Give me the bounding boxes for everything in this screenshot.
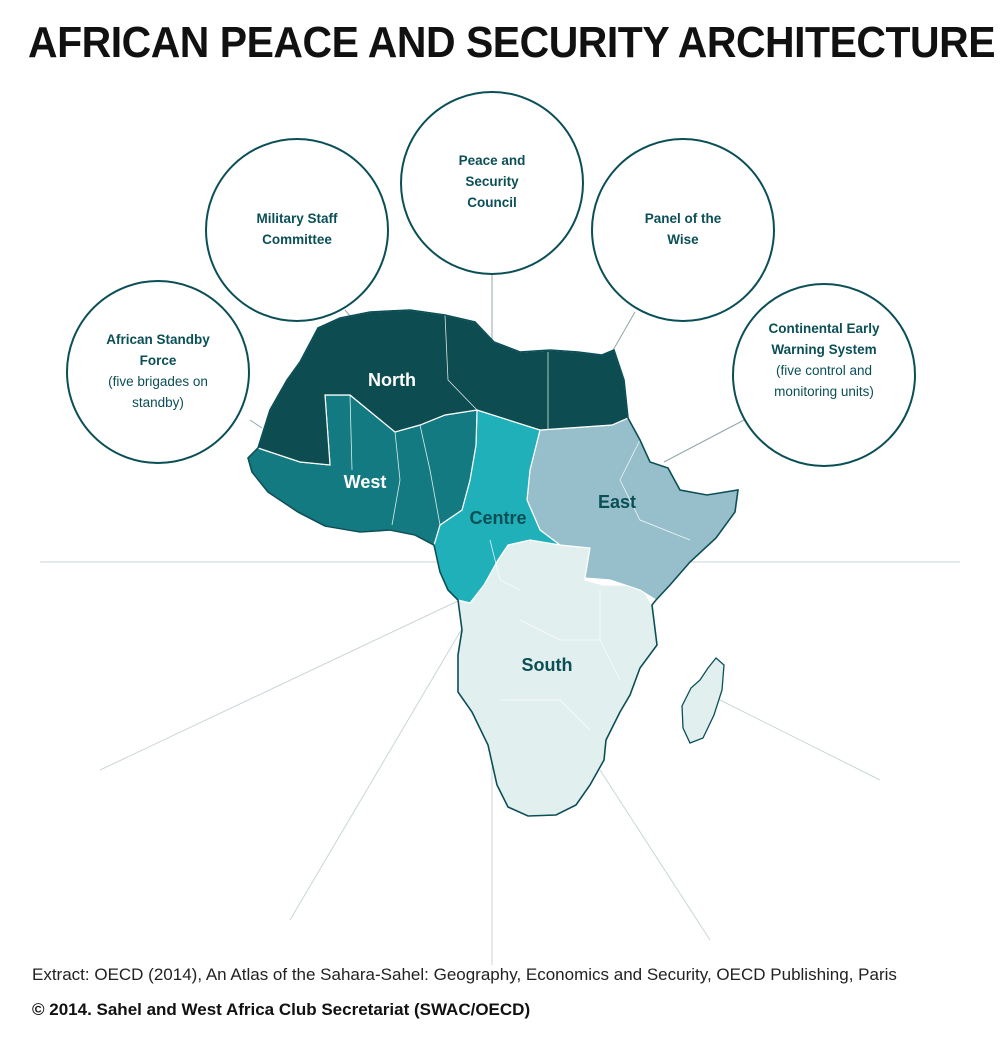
label-panel-of-the-wise-title: Panel of the Wise [644, 211, 722, 247]
region-label-centre: Centre [469, 508, 527, 528]
madagascar [682, 658, 724, 743]
label-continental-early-warning-title: Continental Early Warning System [768, 321, 880, 357]
page-title: AFRICAN PEACE AND SECURITY ARCHITECTURE [28, 18, 996, 67]
label-african-standby-force-title: African Standby Force [106, 332, 210, 368]
region-label-west: West [343, 472, 387, 492]
copyright-notice: © 2014. Sahel and West Africa Club Secretariat (SWAC/OECD) [32, 1000, 531, 1019]
label-peace-and-security-council-title: Peace and Security Council [458, 153, 526, 210]
region-label-east: East [597, 492, 637, 512]
label-military-staff-committee [242, 208, 352, 250]
region-label-north: North [368, 370, 416, 390]
label-panel-of-the-wise [633, 208, 733, 250]
region-label-south: South [521, 655, 573, 675]
label-continental-early-warning [754, 318, 894, 402]
source-extract: Extract: OECD (2014), An Atlas of the Sahara-Sahel: Geography, Economics and Security, OECD Publishing, Paris [32, 965, 897, 984]
label-african-standby-force-note: (five brigades on standby) [108, 374, 208, 410]
label-peace-and-security-council [447, 150, 537, 213]
label-military-staff-committee-title: Military Staff Committee [256, 211, 338, 247]
label-continental-early-warning-note: (five control and monitoring units) [774, 363, 874, 399]
label-african-standby-force [88, 329, 228, 413]
